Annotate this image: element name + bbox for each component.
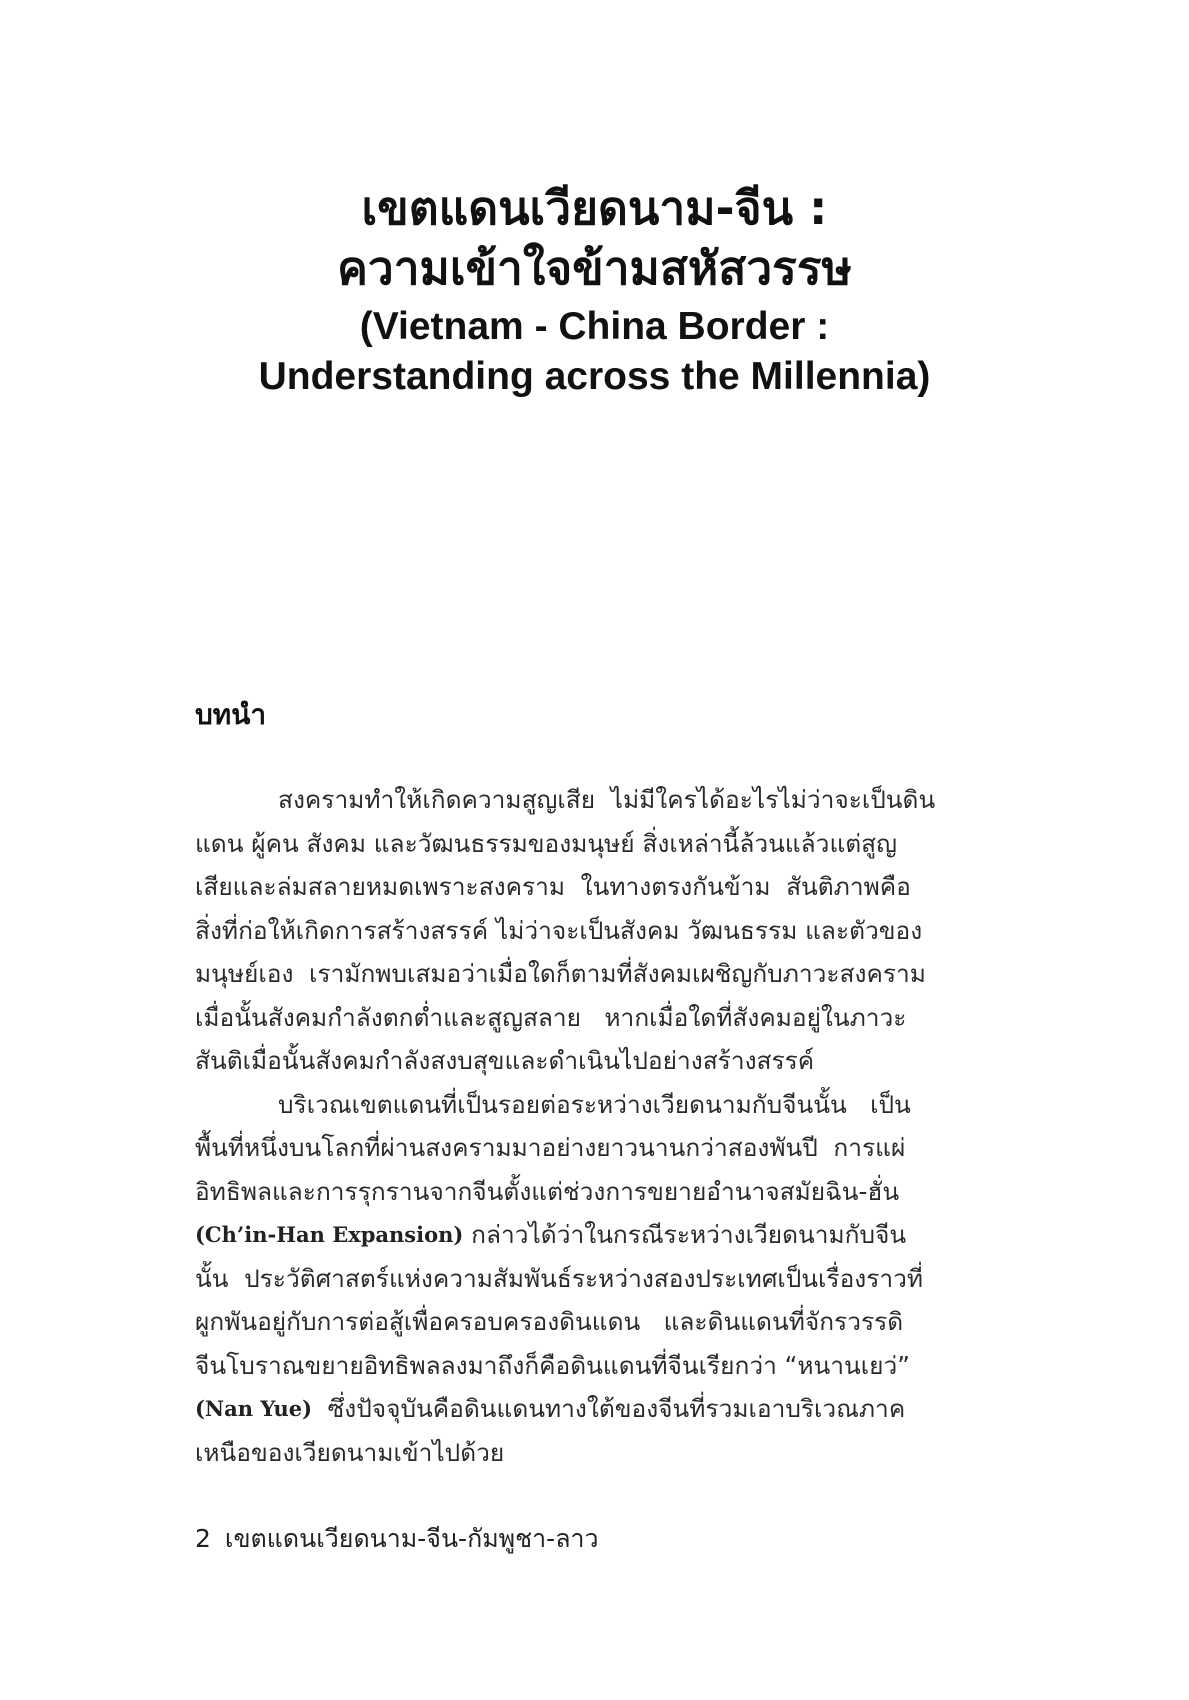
paragraph-2-line-1: [195, 1083, 967, 1127]
page-number: 2: [195, 1524, 211, 1553]
text-segment: สิ่งที่ก่อให้เกิดการสร้างสรรค์ ไม่ว่าจะเป็นสังคม วัฒนธรรม และตัวของ: [195, 915, 923, 945]
text-segment: อิทธิพลและการรุกรานจากจีนตั้งแต่ช่วงการขยายอำนาจสมัยฉิน-ฮั่น: [195, 1176, 900, 1206]
latin-term: (Nan Yue): [195, 1396, 313, 1421]
paragraph-2-line-4: [195, 1213, 967, 1257]
text-segment: เสียและล่มสลายหมดเพราะสงคราม ในทางตรงกันข้าม สันติภาพคือ: [195, 872, 911, 901]
section-heading-introduction: บทนำ: [195, 698, 267, 731]
text-segment: เมื่อนั้นสังคมกำลังตกต่ำและสูญสลาย หากเมื่อใดที่สังคมอยู่ในภาวะ: [195, 1002, 907, 1032]
paragraph-2-line-7: [195, 1344, 967, 1388]
latin-term: (Ch’in-Han Expansion): [195, 1222, 464, 1247]
text-segment: บริเวณเขตแดนที่เป็นรอยต่อระหว่างเวียดนามกับจีนนั้น เป็น: [278, 1089, 911, 1119]
page-footer: [195, 1523, 599, 1555]
paragraph-1-line-7: [195, 1039, 967, 1083]
paragraph-1-line-4: [195, 909, 967, 953]
text-segment: มนุษย์เอง เรามักพบเสมอว่าเมื่อใดก็ตามที่สังคมเผชิญกับภาวะสงคราม: [195, 959, 926, 988]
text-segment: สันติเมื่อนั้นสังคมกำลังสงบสุขและดำเนินไปอย่างสร้างสรรค์: [195, 1046, 815, 1075]
text-segment: ซึ่งปัจจุบันคือดินแดนทางใต้ของจีนที่รวมเอาบริเวณภาค: [312, 1394, 906, 1423]
text-segment: สงครามทำให้เกิดความสูญเสีย ไม่มีใครได้อะไรไม่ว่าจะเป็นดิน: [278, 785, 936, 814]
running-title: เขตแดนเวียดนาม-จีน-กัมพูชา-ลาว: [224, 1524, 599, 1553]
paragraph-1-line-5: [195, 952, 967, 996]
paragraph-2-line-8: [195, 1387, 967, 1431]
text-segment: พื้นที่หนึ่งบนโลกที่ผ่านสงครามมาอย่างยาวนานกว่าสองพันปี การแผ่: [195, 1133, 906, 1162]
paragraph-1-line-2: [195, 822, 967, 866]
text-segment: จีนโบราณขยายอิทธิพลลงมาถึงก็คือดินแดนที่จีนเรียกว่า “หนานเยว่”: [195, 1350, 910, 1380]
text-segment: ผูกพันอยู่กับการต่อสู้เพื่อครอบครองดินแดน และดินแดนที่จักรวรรดิ: [195, 1307, 904, 1336]
chapter-title: [0, 178, 1189, 402]
paragraph-1-line-3: [195, 865, 967, 909]
title-english-line-2: Understanding across the Millennia): [258, 355, 931, 398]
body-text: [195, 778, 967, 1474]
title-thai-line-1: เขตแดนเวียดนาม-จีน :: [361, 181, 828, 235]
paragraph-2-line-2: [195, 1126, 967, 1170]
title-thai-line-2: ความเข้าใจข้ามสหัสวรรษ: [337, 241, 852, 295]
title-english-line-1: (Vietnam - China Border :: [359, 305, 830, 348]
text-segment: นั้น ประวัติศาสตร์แห่งความสัมพันธ์ระหว่างสองประเทศเป็นเรื่องราวที่: [195, 1263, 924, 1293]
paragraph-2-line-9: [195, 1431, 967, 1475]
paragraph-1-line-6: [195, 996, 967, 1040]
text-segment: เหนือของเวียดนามเข้าไปด้วย: [195, 1437, 505, 1467]
text-segment: แดน ผู้คน สังคม และวัฒนธรรมของมนุษย์ สิ่งเหล่านี้ล้วนแล้วแต่สูญ: [195, 828, 897, 858]
paragraph-2-line-3: [195, 1170, 967, 1214]
paragraph-2-line-5: [195, 1257, 967, 1301]
text-segment: กล่าวได้ว่าในกรณีระหว่างเวียดนามกับจีน: [463, 1220, 907, 1249]
paragraph-2-line-6: [195, 1300, 967, 1344]
paragraph-1-line-1: [195, 778, 967, 822]
